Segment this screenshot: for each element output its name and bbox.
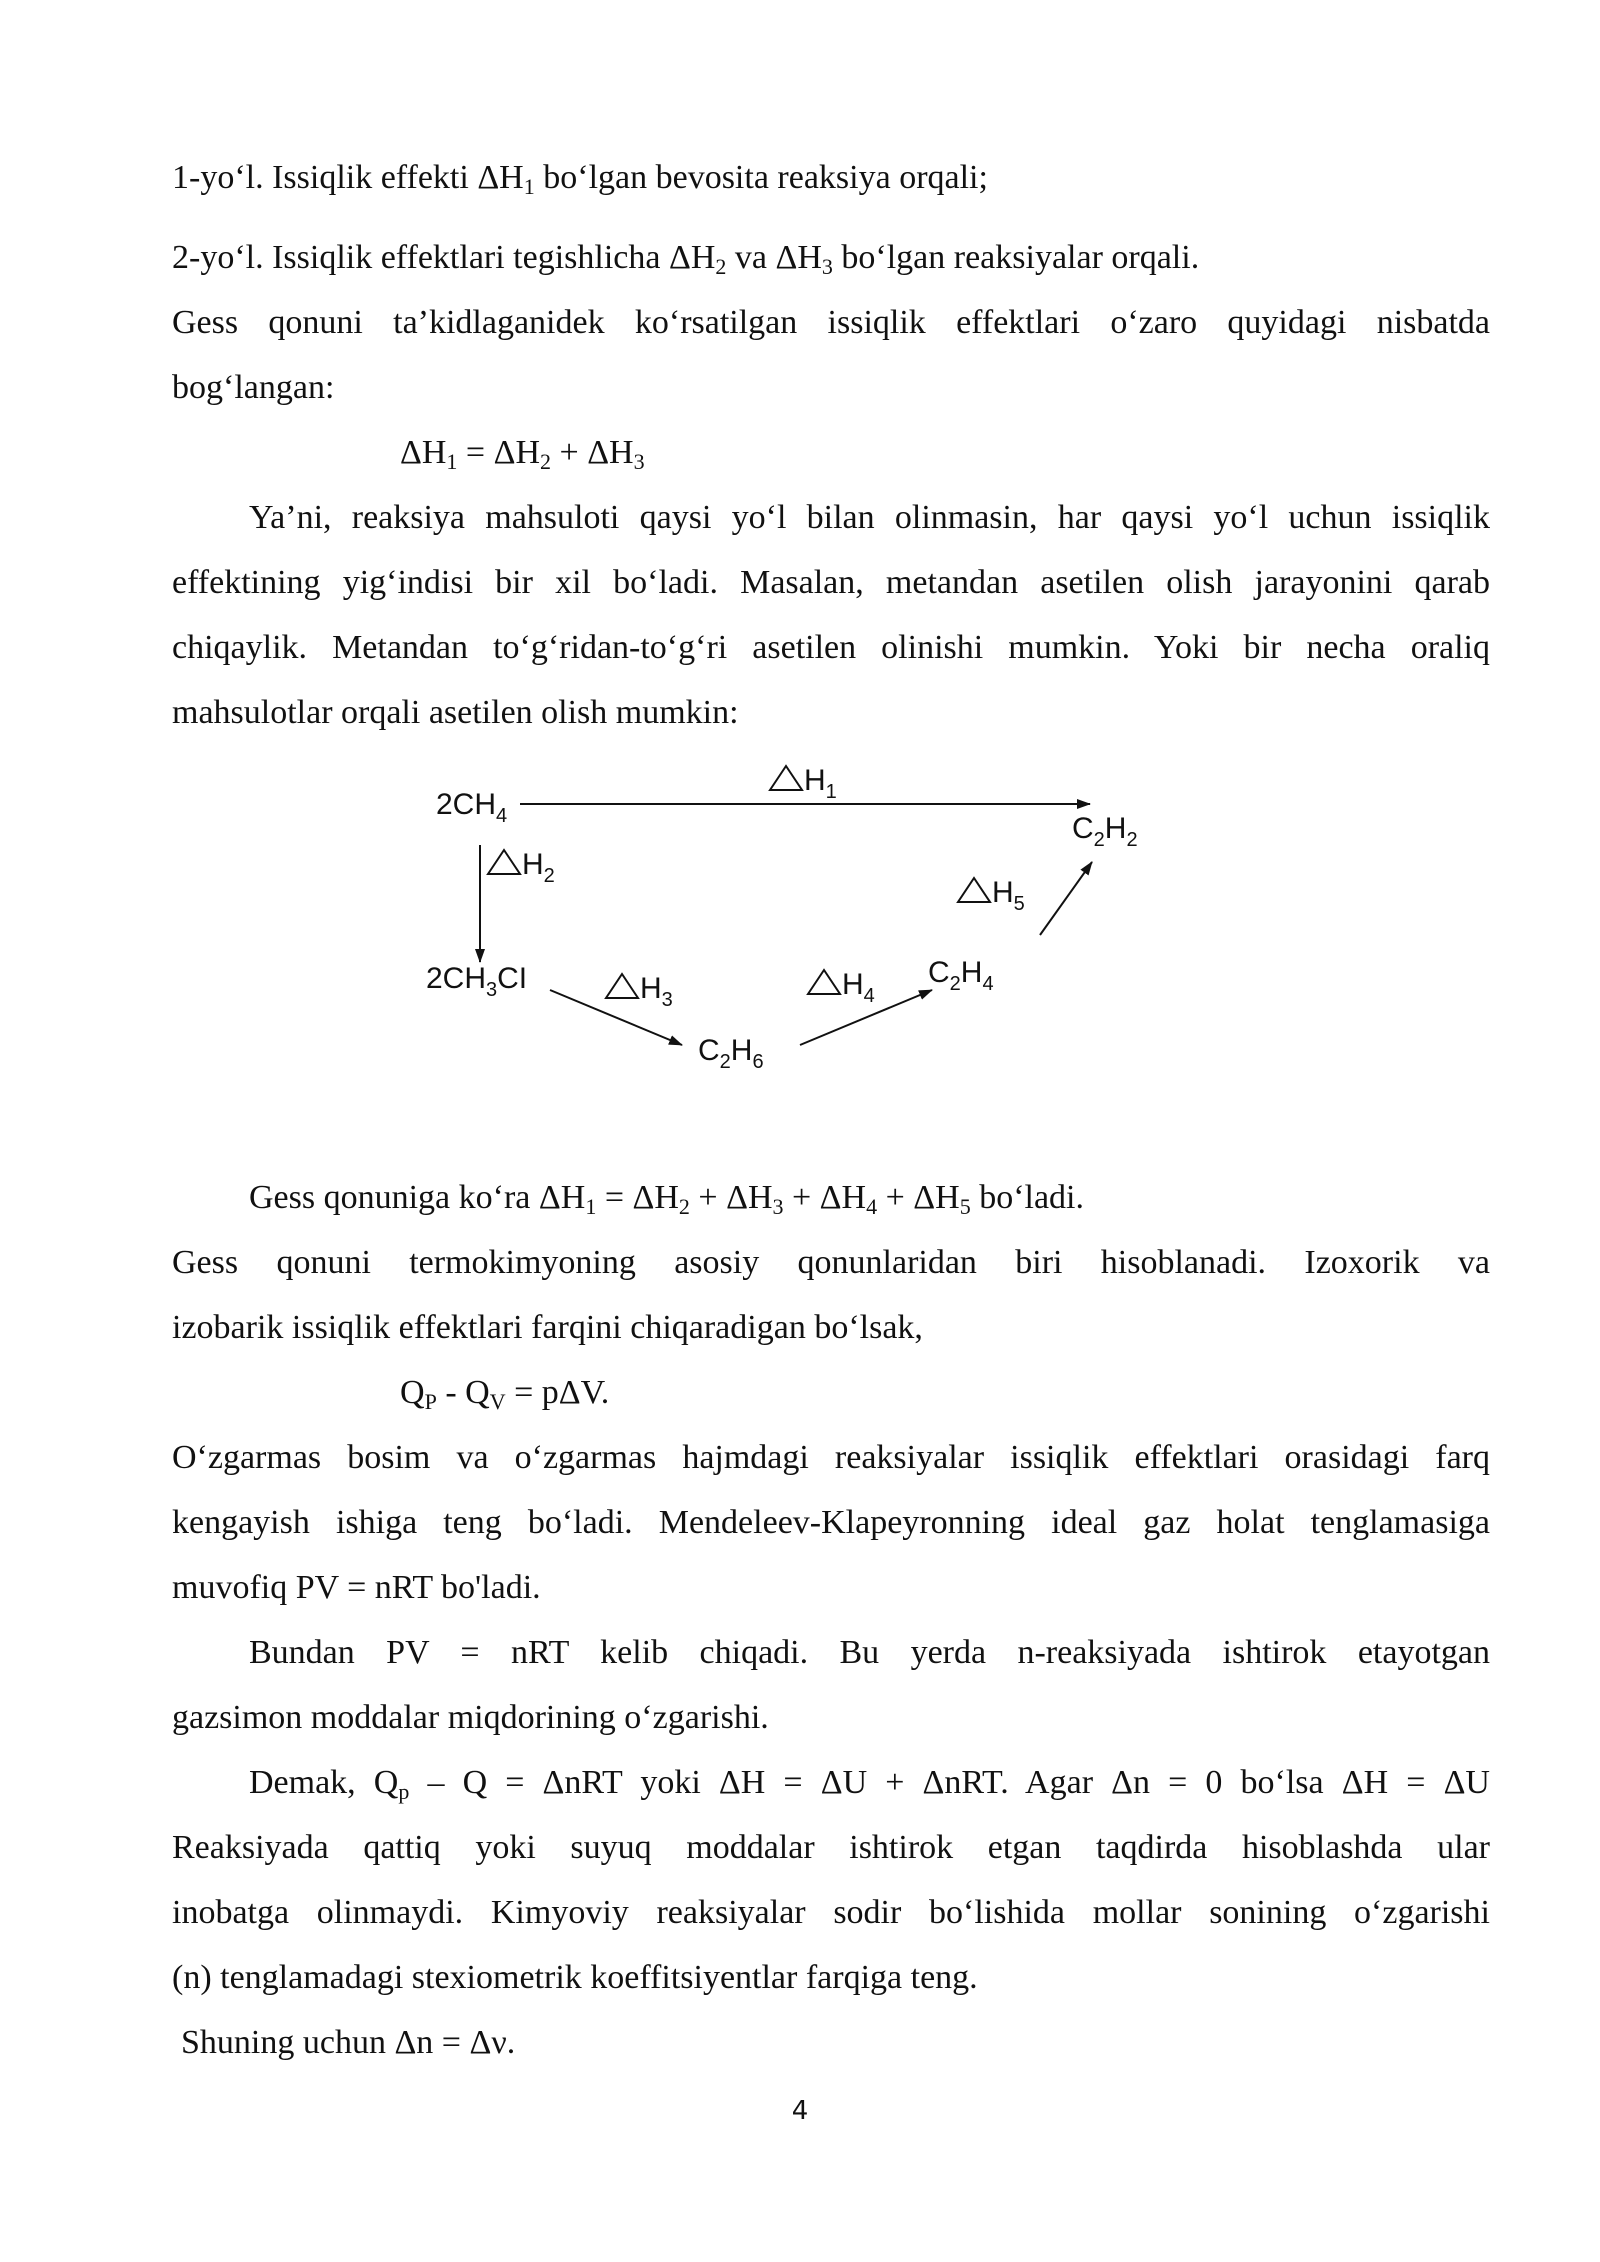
label-dh4	[808, 968, 875, 1007]
delta-icon	[770, 766, 802, 790]
paragraph-line-2: 2-yo‘l. Issiqlik effektlari tegishlicha $\Delta H_2$ va $\Delta H_3$ bo‘lgan reaksiyalar orqali.	[172, 239, 1200, 279]
formula-hess-1: $\Delta H_1 = \Delta H_2 + \Delta H_3$	[400, 434, 645, 474]
page-number: 4	[791, 2096, 809, 2126]
label-dh3	[606, 972, 673, 1011]
paragraph-line-4: bog‘langan:	[172, 369, 335, 406]
label-dh5	[958, 876, 1025, 915]
paragraph-line-3: Gess qonuni ta’kidlaganidek ko‘rsatilgan issiqlik effektlari o‘zaro quyidagi nisbatda	[172, 304, 1490, 341]
svg-text:H3: $H_3$	[640, 972, 673, 1011]
label-dh2	[488, 848, 555, 887]
paragraph-line-17: Demak, $Q_p - Q = \Delta nRT$ yoki ΔH = ΔU + ΔnRT. Agar Δn = 0 bo‘lsa ΔH = ΔU	[249, 1764, 1490, 1804]
species-c2h2: $C_2H_2$	[1072, 812, 1138, 851]
svg-text:H2: $H_2$	[522, 848, 555, 887]
delta-icon	[488, 850, 520, 874]
paragraph-line-19: inobatga olinmaydi. Kimyoviy reaksiyalar sodir bo‘lishida mollar sonining o‘zgarishi	[172, 1894, 1490, 1931]
paragraph-line-8: mahsulotlar orqali asetilen olish mumkin:	[172, 694, 739, 731]
paragraph-line-11: izobarik issiqlik effektlari farqini chiqaradigan bo‘lsak,	[172, 1309, 923, 1346]
paragraph-line-21: Shuning uchun Δn = Δν.	[181, 2024, 516, 2061]
paragraph-line-5: Ya’ni, reaksiya mahsuloti qaysi yo‘l bilan olinmasin, har qaysi yo‘l uchun issiqlik	[249, 499, 1490, 536]
species-2ch3cl: $2CH_3CI$	[426, 962, 528, 1001]
paragraph-line-20: (n) tenglamadagi stexiometrik koeffitsiyentlar farqiga teng.	[172, 1959, 978, 1996]
delta-icon	[808, 970, 840, 994]
paragraph-line-13: kengayish ishiga teng bo‘ladi. Mendeleev-Klapeyronning ideal gaz holat tenglamasiga	[172, 1504, 1490, 1541]
paragraph-line-7: chiqaylik. Metandan to‘g‘ridan-to‘g‘ri asetilen olinishi mumkin. Yoki bir necha oraliq	[172, 629, 1490, 666]
formula-hess-2: Gess qonuniga ko‘ra $\Delta H_1 = \Delta H_2 + \Delta H_3 + \Delta H_4 + \Delta H_5$ bo‘ladi.	[249, 1179, 1084, 1219]
svg-text:H4: $H_4$	[842, 968, 875, 1007]
paragraph-line-6: effektining yig‘indisi bir xil bo‘ladi. Masalan, metandan asetilen olish jarayonini qarab	[172, 564, 1490, 601]
species-2ch4: $2CH_4$	[436, 788, 508, 827]
arrow-dh5	[1040, 862, 1092, 935]
paragraph-line-14: muvofiq PV = nRT bo'ladi.	[172, 1569, 541, 1606]
paragraph-line-16: gazsimon moddalar miqdorining o‘zgarishi.	[172, 1699, 769, 1736]
delta-icon	[958, 878, 990, 902]
label-dh1	[770, 764, 837, 803]
reaction-scheme-diagram	[420, 750, 1180, 1090]
paragraph-line-12: O‘zgarmas bosim va o‘zgarmas hajmdagi reaksiyalar issiqlik effektlari orasidagi farq	[172, 1439, 1490, 1476]
species-c2h4: $C_2H_4$	[928, 956, 994, 995]
paragraph-line-10: Gess qonuni termokimyoning asosiy qonunlaridan biri hisoblanadi. Izoxorik va	[172, 1244, 1490, 1281]
delta-icon	[606, 974, 638, 998]
paragraph-line-15: Bundan PV = nRT kelib chiqadi. Bu yerda n-reaksiyada ishtirok etayotgan	[249, 1634, 1490, 1671]
paragraph-line-18: Reaksiyada qattiq yoki suyuq moddalar ishtirok etgan taqdirda hisoblashda ular	[172, 1829, 1490, 1866]
svg-text:H1: $H_1$	[804, 764, 837, 803]
species-c2h6: $C_2H_6$	[698, 1034, 764, 1073]
svg-text:H5: $H_5$	[992, 876, 1025, 915]
paragraph-line-1: 1-yo‘l. Issiqlik effekti $\Delta H_1$ bo‘lgan bevosita reaksiya orqali;	[172, 159, 988, 199]
formula-qp-qv: $Q_P - Q_V = p\Delta V$.	[400, 1374, 610, 1414]
